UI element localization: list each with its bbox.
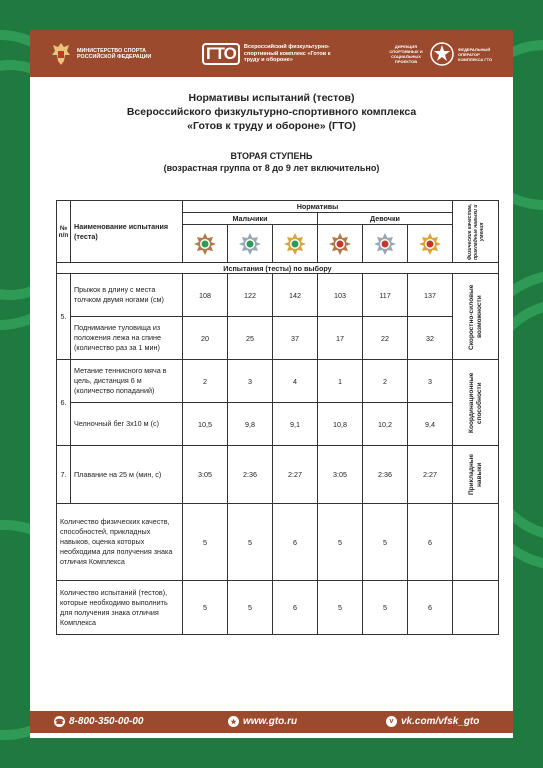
bronze-badge-icon <box>328 232 352 256</box>
bronze-badge-icon <box>193 232 217 256</box>
test-name: Челночный бег 3х10 м (с) <box>71 403 183 446</box>
norm-value: 3:05 <box>318 446 363 504</box>
norm-value: 20 <box>183 317 228 360</box>
table-row <box>57 403 499 446</box>
norm-value: 142 <box>273 274 318 317</box>
summary-row <box>57 581 499 635</box>
norm-value: 2:27 <box>408 446 453 504</box>
summary-value: 5 <box>363 581 408 635</box>
norm-value: 3 <box>408 360 453 403</box>
quality-label: Прикладные навыки <box>467 454 483 495</box>
eagle-emblem-icon <box>50 41 72 67</box>
summary-value: 5 <box>228 581 273 635</box>
norm-value: 2 <box>363 360 408 403</box>
summary-value: 6 <box>408 581 453 635</box>
star-emblem-icon <box>429 41 455 67</box>
norm-value: 2 <box>183 360 228 403</box>
test-name: Поднимание туловища из положения лежа на спине (количество раз за 1 мин) <box>71 317 183 360</box>
gto-small-icon: ★ <box>228 716 239 727</box>
operator-name: ФЕДЕРАЛЬНЫЙ ОПЕРАТОР КОМПЛЕКСА ГТО <box>458 46 493 62</box>
quality-cell <box>453 360 499 446</box>
norm-value: 1 <box>318 360 363 403</box>
footer-bar <box>30 711 513 733</box>
badge-cell <box>228 225 273 263</box>
silver-badge-icon <box>373 232 397 256</box>
norm-value: 3:05 <box>183 446 228 504</box>
phone-number: 8-800-350-00-00 <box>69 716 144 727</box>
test-name: Метание теннисного мяча в цель, дистанция 6 м (количество попаданий) <box>71 360 183 403</box>
norm-value: 10,2 <box>363 403 408 446</box>
norm-value: 122 <box>228 274 273 317</box>
summary-value: 5 <box>183 504 228 581</box>
boys-header: Мальчики <box>183 213 318 225</box>
test-name: Плавание на 25 м (мин, с) <box>71 446 183 504</box>
summary-value: 6 <box>273 504 318 581</box>
badge-cell <box>363 225 408 263</box>
summary-value: 5 <box>318 504 363 581</box>
table-row <box>57 317 499 360</box>
gto-complex-name: Всероссийский физкультурно-спортивный комплекс «Готов к труду и обороне» <box>243 44 331 64</box>
badge-cell <box>318 225 363 263</box>
norm-value: 3 <box>228 360 273 403</box>
norm-value: 17 <box>318 317 363 360</box>
row-number: 5. <box>57 274 71 360</box>
title-line-1: Нормативы испытаний (тестов) <box>188 92 355 104</box>
row-number: 7. <box>57 446 71 504</box>
document-page <box>30 30 513 738</box>
norm-value: 25 <box>228 317 273 360</box>
summary-row <box>57 504 499 581</box>
table-row <box>57 360 499 403</box>
name-header: Наименование испытания (теста) <box>71 201 183 263</box>
vk-icon: v <box>386 716 397 727</box>
summary-label: Количество испытаний (тестов), которые необходимо выполнить для получения знака отличия Комплекса <box>57 581 183 635</box>
vk-link[interactable] <box>386 716 479 727</box>
empty-cell <box>453 504 499 581</box>
summary-value: 5 <box>363 504 408 581</box>
girls-header: Девочки <box>318 213 453 225</box>
norm-value: 37 <box>273 317 318 360</box>
norms-table <box>56 200 499 635</box>
norm-value: 4 <box>273 360 318 403</box>
norm-value: 10,8 <box>318 403 363 446</box>
badge-cell <box>183 225 228 263</box>
num-header: № п/п <box>57 201 71 263</box>
badge-cell <box>408 225 453 263</box>
quality-label: Координационные способности <box>467 372 483 433</box>
norm-value: 2:36 <box>363 446 408 504</box>
operator-logos <box>386 38 496 70</box>
title-line-3: «Готов к труду и обороне» (ГТО) <box>187 120 356 132</box>
summary-value: 5 <box>183 581 228 635</box>
page-title <box>30 91 513 133</box>
badge-cell <box>273 225 318 263</box>
norm-value: 2:27 <box>273 446 318 504</box>
phone-contact[interactable] <box>54 716 144 727</box>
summary-value: 5 <box>228 504 273 581</box>
gold-badge-icon <box>283 232 307 256</box>
header-bar <box>30 30 513 77</box>
norm-value: 108 <box>183 274 228 317</box>
stage-heading <box>30 150 513 174</box>
gold-badge-icon <box>418 232 442 256</box>
summary-label: Количество физических качеств, способностей, прикладных навыков, оценка которых необходима для получения знака отличия Комплекса <box>57 504 183 581</box>
norm-value: 10,5 <box>183 403 228 446</box>
vk-url: vk.com/vfsk_gto <box>401 716 480 727</box>
silver-badge-icon <box>238 232 262 256</box>
summary-value: 6 <box>408 504 453 581</box>
empty-cell <box>453 581 499 635</box>
quality-cell <box>453 446 499 504</box>
stage-name: ВТОРАЯ СТУПЕНЬ <box>230 151 313 161</box>
stage-age: (возрастная группа от 8 до 9 лет включительно) <box>163 163 380 173</box>
test-name: Прыжок в длину с места толчком двумя ногами (см) <box>71 274 183 317</box>
ministry-name: МИНИСТЕРСТВО СПОРТА РОССИЙСКОЙ ФЕДЕРАЦИИ <box>77 47 152 60</box>
norm-value: 103 <box>318 274 363 317</box>
row-number: 6. <box>57 360 71 446</box>
summary-value: 5 <box>318 581 363 635</box>
table-row <box>57 446 499 504</box>
norm-value: 32 <box>408 317 453 360</box>
ministry-logo <box>50 38 157 70</box>
site-link[interactable] <box>228 716 297 727</box>
norm-value: 117 <box>363 274 408 317</box>
site-url: www.gto.ru <box>243 716 298 727</box>
quality-label: Скоростно-силовые возможности <box>467 283 483 350</box>
gto-mark: ГТО <box>202 43 240 65</box>
norm-value: 2:36 <box>228 446 273 504</box>
quality-cell <box>453 274 499 360</box>
norm-value: 9,8 <box>228 403 273 446</box>
section-header: Испытания (тесты) по выбору <box>57 263 499 274</box>
norm-value: 9,1 <box>273 403 318 446</box>
norm-value: 22 <box>363 317 408 360</box>
gto-logo <box>202 38 339 70</box>
norm-value: 137 <box>408 274 453 317</box>
norm-value: 9,4 <box>408 403 453 446</box>
table-row <box>57 274 499 317</box>
summary-value: 6 <box>273 581 318 635</box>
qualities-header: Физические качества, прикладные навыки и умения <box>453 201 499 263</box>
phone-icon: ☎ <box>54 716 65 727</box>
directorate-name: ДИРЕКЦИЯ СПОРТИВНЫХ И СОЦИАЛЬНЫХ ПРОЕКТОВ <box>389 44 423 64</box>
title-line-2: Всероссийского физкультурно-спортивного комплекса <box>126 106 417 118</box>
norms-header: Нормативы <box>183 201 453 213</box>
